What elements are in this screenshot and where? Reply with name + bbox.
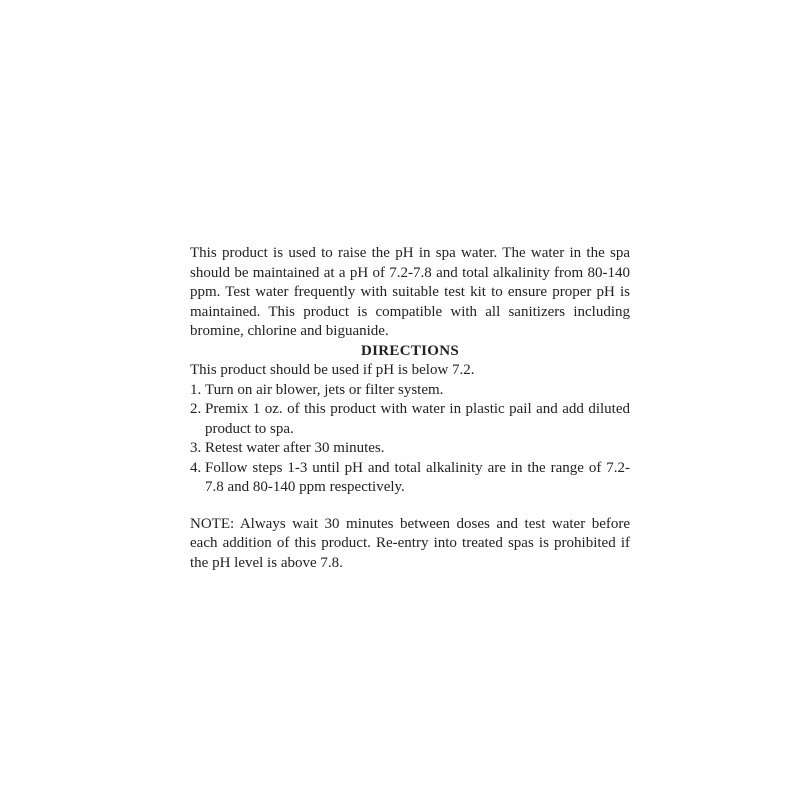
step-text: Follow steps 1-3 until pH and total alkalinity are in the range of 7.2-7.8 and 80-140 ppm respectively.	[205, 459, 630, 495]
step-text: Premix 1 oz. of this product with water in plastic pail and add diluted product to spa.	[205, 401, 630, 437]
direction-step	[190, 439, 630, 459]
direction-step	[190, 381, 630, 401]
step-number: 2.	[190, 401, 202, 417]
directions-steps-list	[190, 381, 630, 498]
directions-heading: DIRECTIONS	[360, 342, 460, 359]
direction-step	[190, 400, 630, 439]
product-label-text	[190, 244, 630, 573]
direction-step	[190, 459, 630, 498]
step-text: Turn on air blower, jets or filter system.	[205, 381, 444, 398]
note-paragraph: NOTE: Always wait 30 minutes between doses and test water before each addition of this product. Re-entry into treated spas is prohibited if the pH level is above 7.8.	[190, 515, 630, 571]
directions-lead: This product should be used if pH is below 7.2.	[190, 362, 475, 378]
step-number: 4.	[190, 459, 202, 476]
step-text: Retest water after 30 minutes.	[205, 440, 385, 456]
step-number: 3.	[190, 440, 202, 456]
intro-paragraph: This product is used to raise the pH in spa water. The water in the spa should be maintained at a pH of 7.2-7.8 and total alkalinity from 80-140 ppm. Test water frequently with suitable test kit to ensure proper pH is maintained. This product is compatible with all sanitizers including bromine, chlorine and biguanide.	[190, 245, 630, 339]
step-number: 1.	[190, 381, 202, 398]
